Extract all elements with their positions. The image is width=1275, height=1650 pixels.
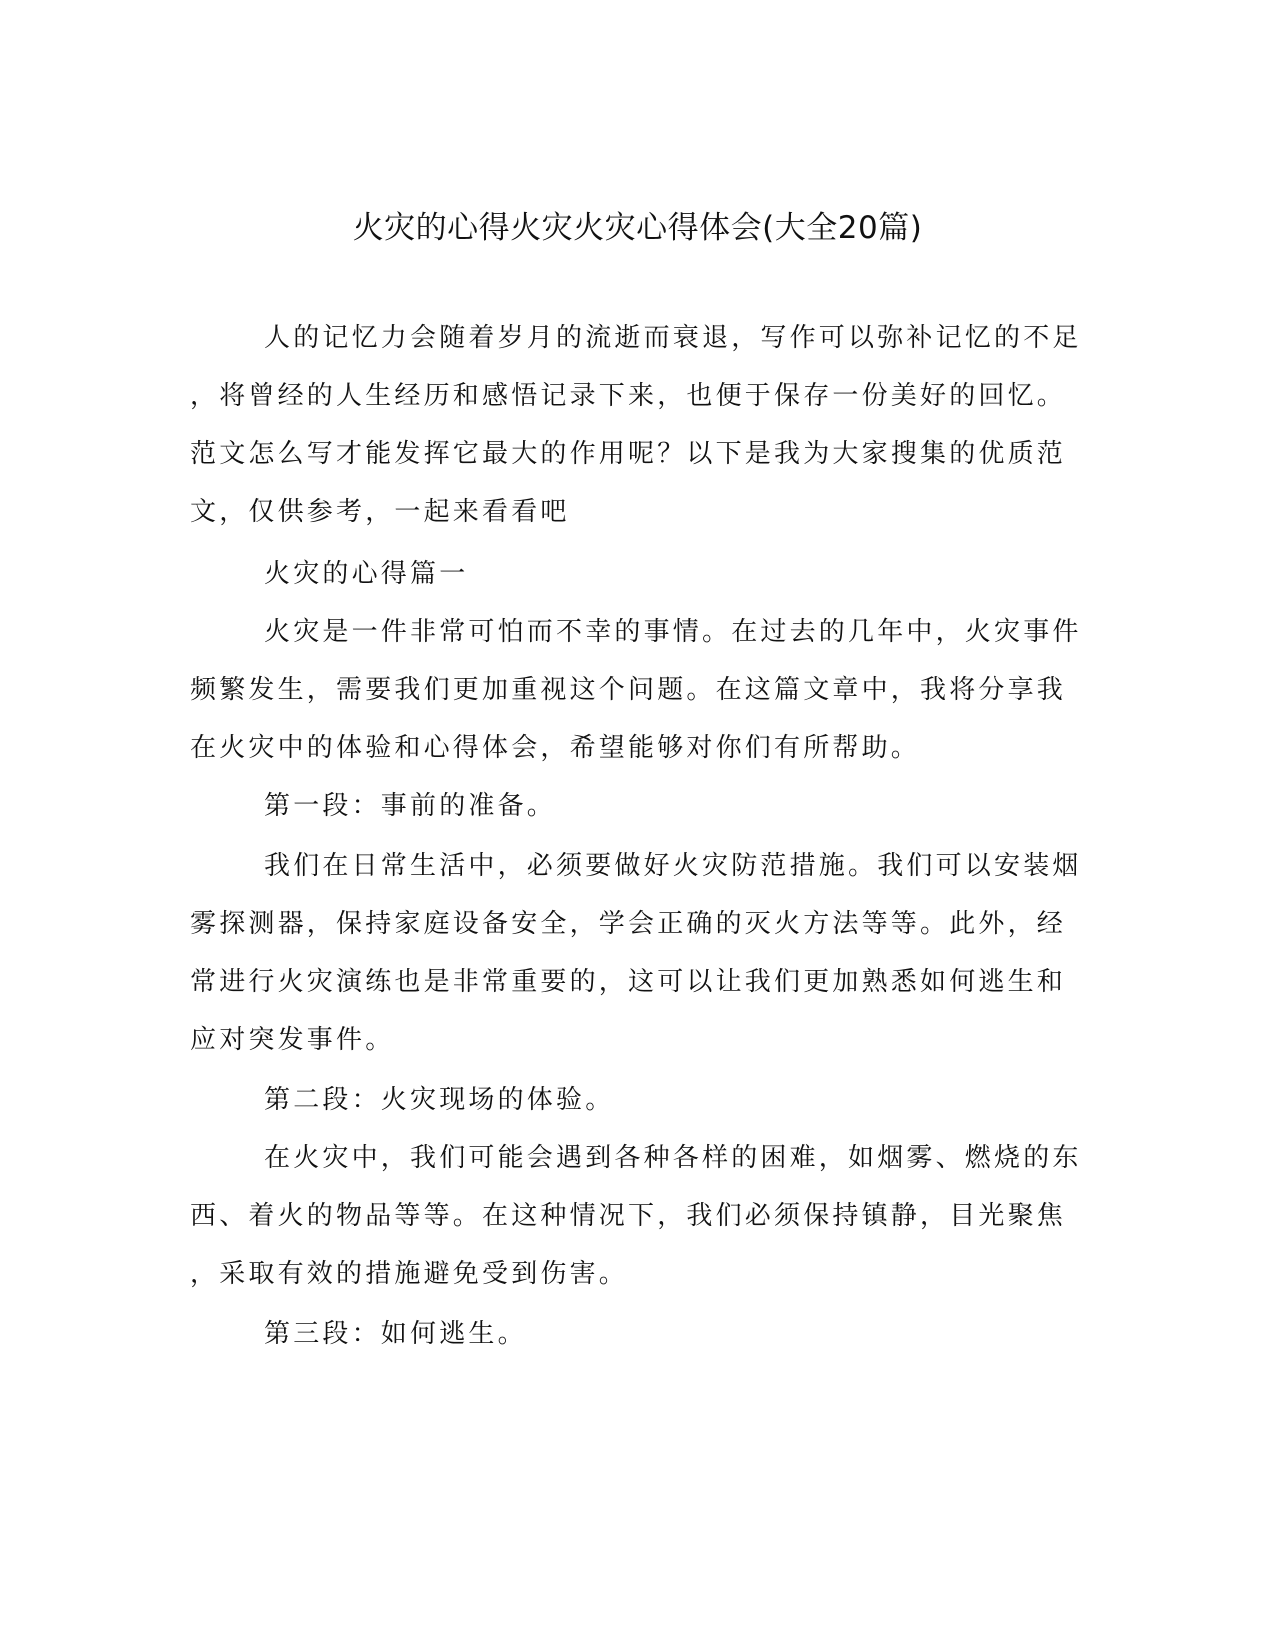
subheading-2: 第二段：火灾现场的体验。 bbox=[264, 1085, 615, 1115]
paragraph-2-line-2: 雾探测器，保持家庭设备安全，学会正确的灭火方法等等。此外，经 bbox=[190, 909, 1067, 939]
intro-line-2: ，将曾经的人生经历和感悟记录下来，也便于保存一份美好的回忆。 bbox=[190, 381, 1067, 411]
section-heading-1: 火灾的心得篇一 bbox=[264, 559, 469, 589]
paragraph-2-line-1: 我们在日常生活中，必须要做好火灾防范措施。我们可以安装烟 bbox=[264, 851, 1082, 881]
paragraph-2-line-4: 应对突发事件。 bbox=[190, 1025, 395, 1055]
paragraph-1-line-3: 在火灾中的体验和心得体会，希望能够对你们有所帮助。 bbox=[190, 733, 921, 763]
document-title: 火灾的心得火灾火灾心得体会(大全20篇) bbox=[352, 210, 923, 246]
intro-line-3: 范文怎么写才能发挥它最大的作用呢？以下是我为大家搜集的优质范 bbox=[190, 439, 1067, 469]
paragraph-1-line-1: 火灾是一件非常可怕而不幸的事情。在过去的几年中，火灾事件 bbox=[264, 617, 1082, 647]
subheading-3: 第三段：如何逃生。 bbox=[264, 1319, 527, 1349]
intro-line-1: 人的记忆力会随着岁月的流逝而衰退，写作可以弥补记忆的不足 bbox=[264, 323, 1082, 353]
paragraph-3-line-1: 在火灾中，我们可能会遇到各种各样的困难，如烟雾、燃烧的东 bbox=[264, 1143, 1082, 1173]
paragraph-3-line-2: 西、着火的物品等等。在这种情况下，我们必须保持镇静，目光聚焦 bbox=[190, 1201, 1067, 1231]
intro-line-4: 文，仅供参考，一起来看看吧 bbox=[190, 497, 570, 527]
paragraph-1-line-2: 频繁发生，需要我们更加重视这个问题。在这篇文章中，我将分享我 bbox=[190, 675, 1067, 705]
subheading-1: 第一段：事前的准备。 bbox=[264, 791, 557, 821]
paragraph-3-line-3: ，采取有效的措施避免受到伤害。 bbox=[190, 1259, 629, 1289]
paragraph-2-line-3: 常进行火灾演练也是非常重要的，这可以让我们更加熟悉如何逃生和 bbox=[190, 967, 1067, 997]
